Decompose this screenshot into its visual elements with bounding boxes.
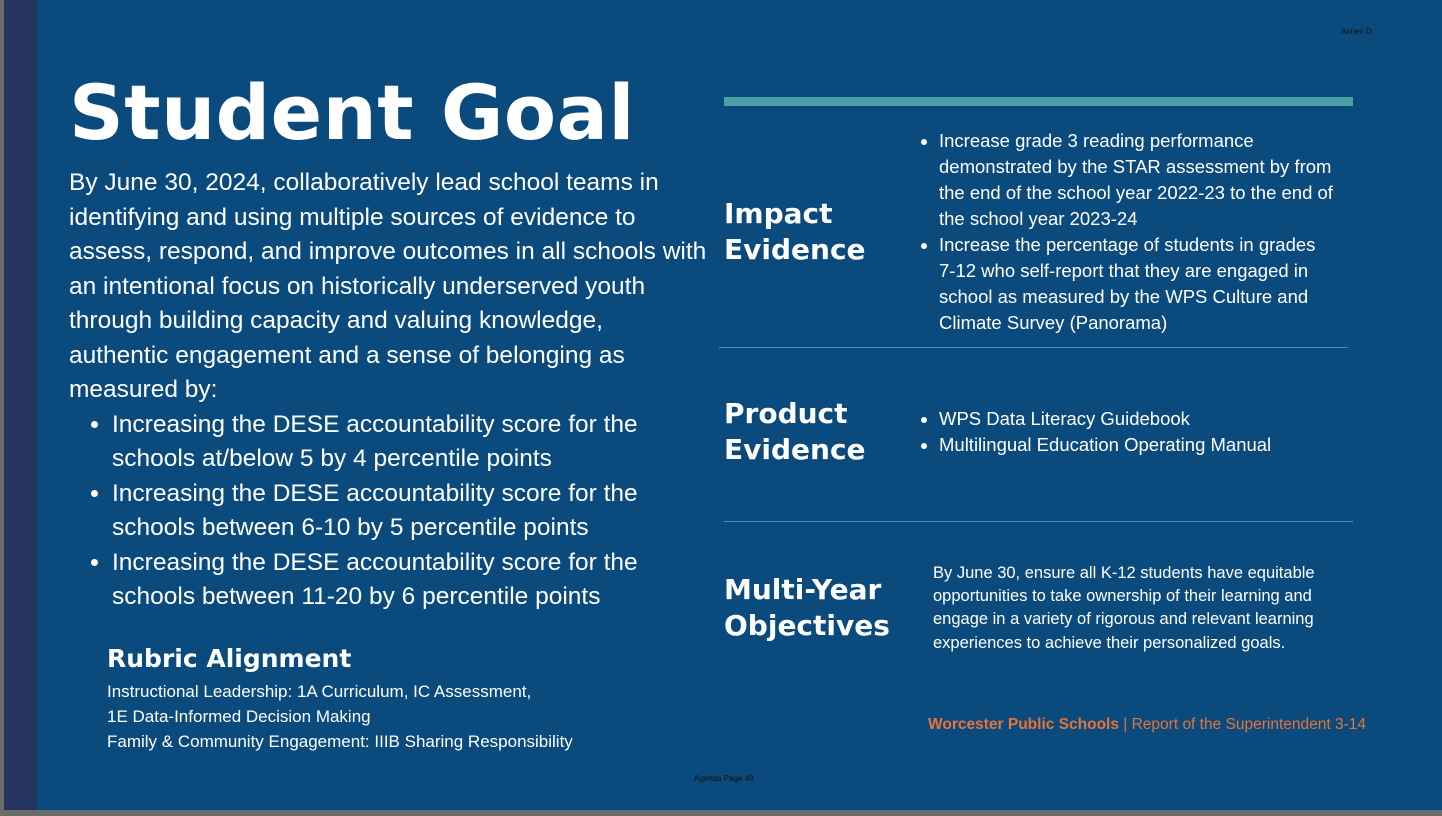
rubric-alignment [107, 644, 573, 754]
product-item: • WPS Data Literacy Guidebook [939, 406, 1359, 432]
multi-year-label-line: Objectives [724, 609, 890, 642]
rubric-line: 1E Data-Informed Decision Making [107, 707, 371, 726]
goal-bullet: • Increasing the DESE accountability score for the schools at/below 5 by 4 percentile points [112, 408, 709, 477]
impact-label-line: Evidence [724, 233, 866, 266]
impact-item: • Increase grade 3 reading performance demonstrated by the STAR assessment by from the end of the school year 2022-23 to the end of the school year 2023-24 [939, 128, 1334, 232]
footer-report: Report of the Superintendent 3-14 [1131, 716, 1366, 733]
section-divider [724, 521, 1353, 522]
goal-bullet: • Increasing the DESE accountability score for the schools between 6-10 by 5 percentile points [112, 477, 709, 546]
rubric-heading: Rubric Alignment [107, 644, 352, 673]
slide-page [4, 0, 1442, 810]
goal-bullet-list [69, 408, 709, 615]
impact-item: • Increase the percentage of students in grades 7-12 who self-report that they are engaged in school as measured by the WPS Culture and Climate Survey (Panorama) [939, 232, 1334, 336]
impact-label-line: Impact [724, 197, 833, 230]
section-divider [719, 347, 1348, 348]
product-label-line: Evidence [724, 433, 866, 466]
left-edge-bar [4, 0, 37, 810]
agenda-page-label: Agenda Page 48 [694, 774, 754, 783]
product-item: • Multilingual Education Operating Manual [939, 432, 1359, 458]
product-label-line: Product [724, 397, 848, 430]
multi-year-objectives-label [724, 572, 890, 644]
product-evidence-label [724, 396, 866, 468]
footer-org: Worcester Public Schools [928, 716, 1119, 733]
goal-bullet: • Increasing the DESE accountability score for the schools between 11-20 by 6 percentile points [112, 546, 709, 615]
product-evidence-list [920, 406, 1359, 458]
multi-year-objectives-text: By June 30, ensure all K-12 students have equitable opportunities to take ownership of their learning and engage in a variety of rigorous and relevant learning experiences to achieve their personalized goals. [933, 564, 1315, 652]
footer [928, 716, 1366, 734]
impact-evidence-label [724, 196, 866, 268]
rubric-line: Instructional Leadership: 1A Curriculum, IC Assessment, [107, 682, 532, 701]
footer-separator: | [1118, 716, 1132, 733]
annex-label: Annex D [1341, 27, 1372, 36]
goal-intro: By June 30, 2024, collaboratively lead school teams in identifying and using multiple sources of evidence to assess, respond, and improve outcomes in all schools with an intentional focus on historically underserved youth through building capacity and valuing knowledge, authentic engagement and a sense of belonging as measured by: [69, 169, 707, 403]
rubric-line: Family & Community Engagement: IIIB Sharing Responsibility [107, 732, 573, 751]
page-title: Student Goal [69, 68, 635, 157]
multi-year-label-line: Multi-Year [724, 573, 882, 606]
goal-statement [69, 166, 709, 615]
impact-evidence-list [920, 128, 1334, 336]
accent-bar [724, 97, 1353, 106]
